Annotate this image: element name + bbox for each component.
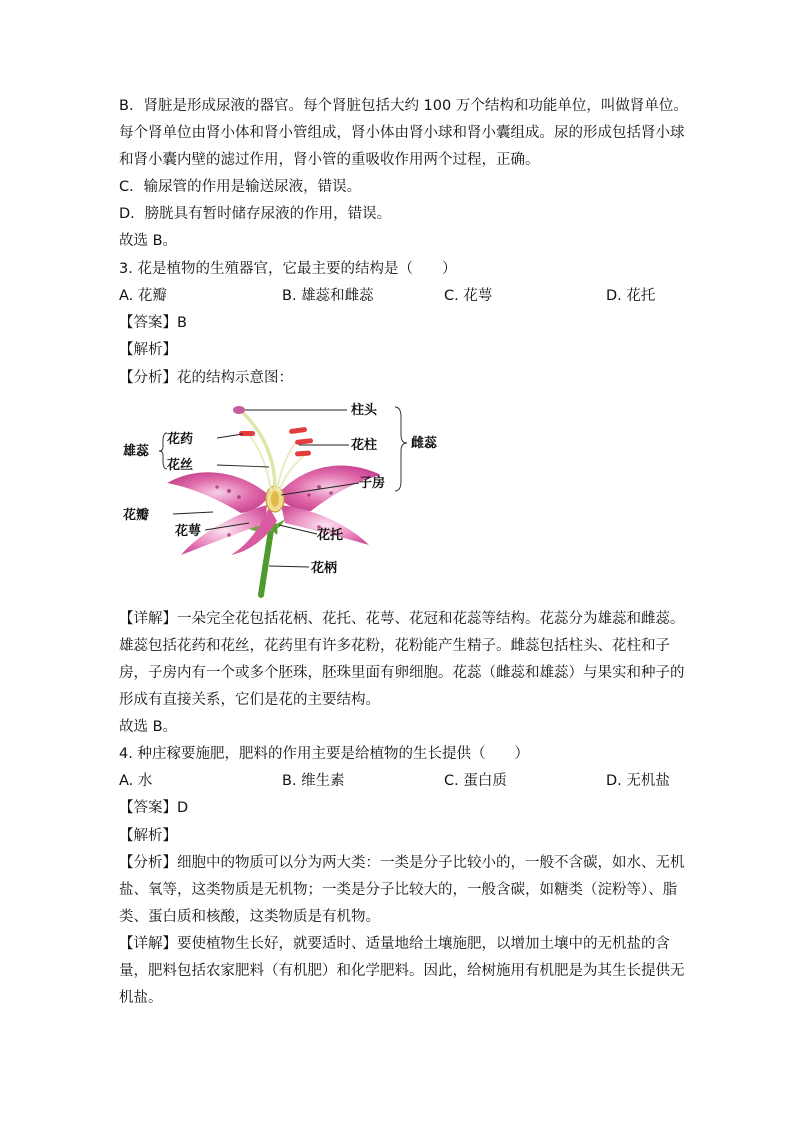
q2-option-c-text: C．输尿管的作用是输送尿液，错误。: [119, 179, 362, 195]
q3-option-c: C. 花萼: [444, 288, 493, 304]
q3-analysis: 【分析】花的结构示意图：: [119, 370, 293, 386]
anther-shape-1: [239, 431, 255, 436]
q4-analysis-line2: 盐、氧等，这类物质是无机物；一类是分子比较大的，一般含碳，如糖类（淀粉等）、脂: [119, 882, 678, 898]
label-huae: 花萼: [175, 524, 202, 539]
q3-options: [119, 286, 679, 306]
q2-conclusion: 故选 B。: [119, 233, 178, 249]
q3-detail-line4: 形成有直接关系，它们是花的主要结构。: [119, 692, 380, 708]
label-huaban: 花瓣: [123, 508, 150, 523]
q3-stem: 3. 花是植物的生殖器官，它最主要的结构是（ ）: [119, 261, 457, 277]
q3-option-b: B. 雄蕊和雌蕊: [282, 288, 374, 304]
label-cirui: 雌蕊: [411, 436, 438, 451]
label-huatuo: 花托: [317, 528, 344, 543]
q4-stem: 4. 种庄稼要施肥，肥料的作用主要是给植物的生长提供（ ）: [119, 746, 529, 762]
q4-detail-line2: 量，肥料包括农家肥料（有机肥）和化学肥料。因此，给树施用有机肥是为其生长提供无: [119, 963, 685, 979]
label-huazhu: 花柱: [351, 438, 378, 453]
q2-option-b-line1: B．肾脏是形成尿液的器官。每个肾脏包括大约 100 万个结构和功能单位，叫做肾单位。: [119, 98, 688, 114]
q4-detail-line1: 【详解】要使植物生长好，就要适时、适量地给土壤施肥，以增加土壤中的无机盐的含: [119, 936, 670, 952]
q3-answer: 【答案】B: [119, 315, 187, 331]
q4-analysis-line1: 【分析】细胞中的物质可以分为两大类：一类是分子比较小的，一般不含碳，如水、无机: [119, 855, 685, 871]
petal-shape-left: [167, 472, 269, 513]
label-zhutou: 柱头: [351, 403, 378, 418]
q2-option-b-line2: 每个肾单位由肾小体和肾小管组成，肾小体由肾小球和肾小囊组成。尿的形成包括肾小球: [119, 125, 685, 141]
filament-shape-1: [249, 435, 271, 491]
q3-conclusion: 故选 B。: [119, 719, 178, 735]
anther-shape-4: [295, 450, 311, 456]
q4-analysis-line3: 类、蛋白质和核酸，这类物质是有机物。: [119, 909, 380, 925]
label-zifang: 子房: [359, 476, 386, 491]
q4-option-b: B. 维生素: [282, 773, 345, 789]
stigma-shape: [233, 406, 245, 414]
q4-option-d: D. 无机盐: [606, 773, 670, 789]
q3-jiexi-heading: 【解析】: [119, 342, 177, 358]
label-huasi: 花丝: [167, 458, 194, 473]
q4-answer: 【答案】D: [119, 800, 189, 816]
anther-shape-3: [295, 438, 313, 445]
q3-option-d: D. 花托: [606, 288, 656, 304]
q4-options: [119, 771, 679, 791]
label-huabing: 花柄: [311, 561, 338, 576]
q3-detail-line1: 【详解】一朵完全花包括花柄、花托、花萼、花冠和花蕊等结构。花蕊分为雄蕊和雌蕊。: [119, 611, 685, 627]
q3-detail-line2: 雄蕊包括花药和花丝，花药里有许多花粉，花粉能产生精子。雌蕊包括柱头、花柱和子: [119, 638, 670, 654]
q4-option-c: C. 蛋白质: [444, 773, 507, 789]
flower-structure-diagram: [119, 395, 449, 600]
q4-option-a: A. 水: [119, 773, 153, 789]
q3-detail-line3: 房，子房内有一个或多个胚珠，胚珠里面有卵细胞。花蕊（雌蕊和雄蕊）与果实和种子的: [119, 665, 685, 681]
q4-detail-line3: 机盐。: [119, 990, 163, 1006]
label-huayao: 花药: [167, 432, 194, 447]
q2-option-b-line3: 和肾小囊内壁的滤过作用，肾小管的重吸收作用两个过程，正确。: [119, 152, 540, 168]
q3-option-a: A. 花瓣: [119, 288, 167, 304]
q2-option-d-text: D．膀胱具有暂时储存尿液的作用，错误。: [119, 206, 392, 222]
q4-jiexi-heading: 【解析】: [119, 828, 177, 844]
anther-shape-2: [289, 427, 308, 434]
label-xiongrui: 雄蕊: [123, 444, 150, 459]
